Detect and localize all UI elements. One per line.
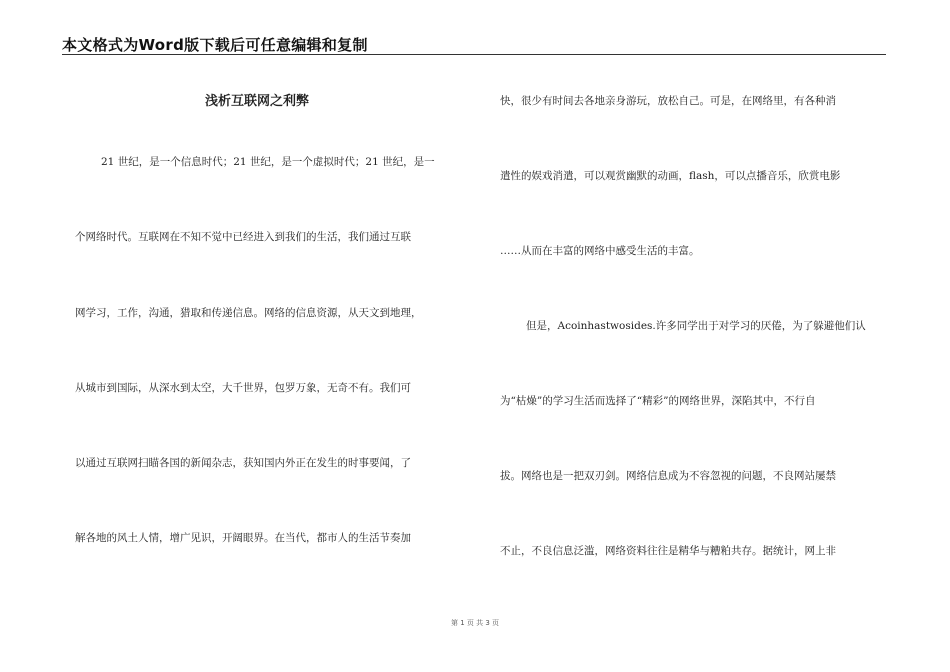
paragraph-line: 从城市到国际，从深水到太空，大千世界，包罗万象，无奇不有。我们可: [75, 382, 411, 394]
paragraph-line: 拔。网络也是一把双刃剑。网络信息成为不容忽视的问题，不良网站屡禁: [500, 470, 836, 482]
paragraph-line: ……从而在丰富的网络中感受生活的丰富。: [500, 245, 700, 257]
paragraph-line: 网学习，工作，沟通，猎取和传递信息。网络的信息资源，从天文到地理，: [75, 307, 422, 319]
paragraph-line: 但是，Acoinhastwosides.许多同学出于对学习的厌倦，为了躲避他们认: [526, 320, 866, 332]
paragraph-line: 为“枯燥”的学习生活而选择了“精彩”的网络世界，深陷其中，不行自: [500, 395, 816, 407]
paragraph-line: 遣性的娱戏消遣，可以观赏幽默的动画，flash，可以点播音乐，欣赏电影: [500, 170, 841, 182]
paragraph-line: 个网络时代。互联网在不知不觉中已经进入到我们的生活，我们通过互联: [75, 231, 411, 243]
paragraph-line: 快，很少有时间去各地亲身游玩，放松自己。可是，在网络里，有各种消: [500, 95, 836, 107]
page-number: 第 1 页 共 3 页: [450, 619, 500, 627]
paragraph-line: 以通过互联网扫瞄各国的新闻杂志，获知国内外正在发生的时事要闻，了: [75, 457, 411, 469]
header-banner: 本文格式为Word版下载后可任意编辑和复制: [62, 36, 368, 54]
paragraph-line: 不止，不良信息泛滥，网络资料往往是精华与糟粕共存。据统计，网上非: [500, 545, 836, 557]
header-divider: [62, 54, 886, 55]
document-title: 浅析互联网之利弊: [205, 94, 310, 109]
paragraph-line: 21 世纪，是一个信息时代；21 世纪，是一个虚拟时代；21 世纪，是一: [101, 156, 435, 168]
paragraph-line: 解各地的风土人情，增广见识，开阔眼界。在当代，都市人的生活节奏加: [75, 532, 411, 544]
